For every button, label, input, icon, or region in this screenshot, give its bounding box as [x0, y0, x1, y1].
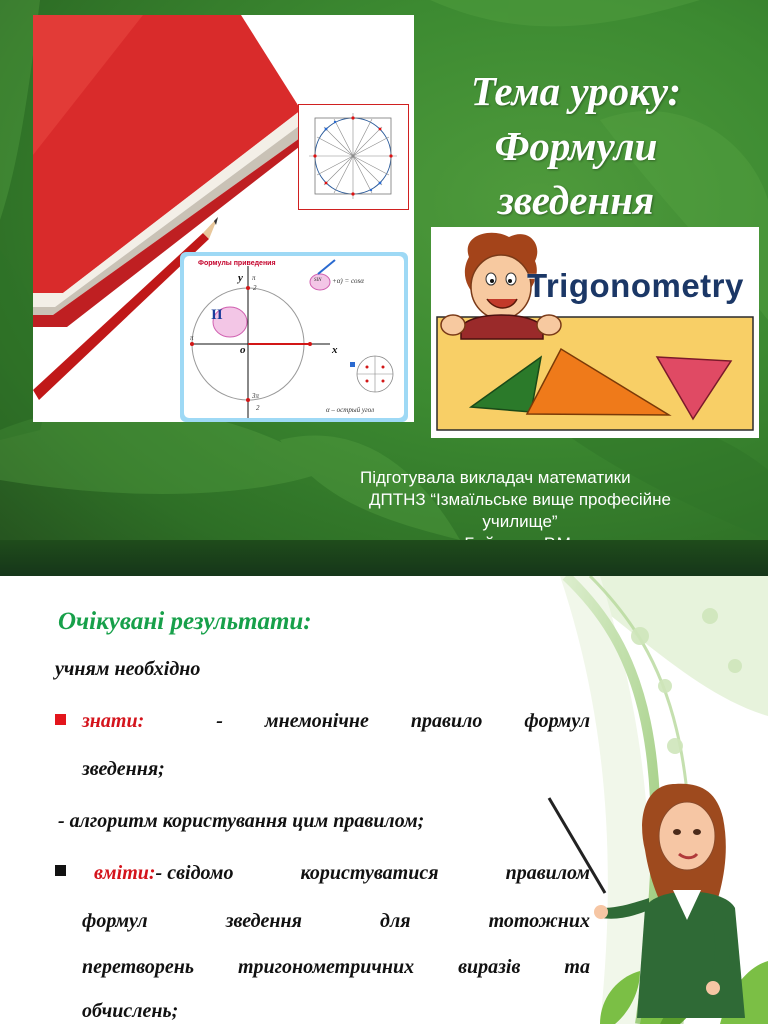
- y-axis-label: y: [238, 272, 243, 284]
- algorithm-line: - алгоритм користування цим правилом;: [58, 810, 425, 832]
- author-line-2: ДПТНЗ “Ізмаїльське вище професійне: [368, 490, 672, 510]
- able-word-1: - свідомо: [155, 862, 234, 884]
- author-line-1: Підготувала викладач математики: [360, 468, 631, 487]
- able-l3-word-2: тригонометричних: [237, 956, 415, 978]
- able-l2-word-4: тотожних: [488, 910, 590, 932]
- unit-circle-thumbnail: [298, 104, 409, 210]
- able-l2-word-3: для: [380, 910, 411, 932]
- three-pi-half-num: 3π: [252, 392, 260, 400]
- unit-circle-icon: [299, 105, 407, 208]
- black-square-bullet-icon: [55, 865, 66, 876]
- students-need-text: учням необхідно: [55, 658, 201, 680]
- slide-bottom-band: [0, 540, 768, 576]
- trigonometry-illustration-icon: [431, 227, 759, 438]
- teacher-with-pointer-icon: [545, 758, 745, 1018]
- know-line-1: [82, 710, 590, 733]
- know-word-4: формул: [524, 710, 590, 732]
- pi-half-den: 2: [253, 284, 257, 292]
- red-square-bullet-icon: [55, 714, 66, 725]
- able-line-2: [82, 910, 590, 933]
- able-label-group: [94, 862, 233, 885]
- able-word-2: користуватися: [300, 862, 439, 884]
- formula-text: +α) = cosα: [332, 277, 364, 285]
- able-line-3: [82, 956, 590, 979]
- title-line-1: Тема уроку:: [470, 68, 682, 114]
- title-line-2: Формули: [494, 122, 658, 169]
- pi-half-num: π: [252, 274, 256, 282]
- trigonometry-word: Trigonometry: [527, 267, 744, 304]
- able-l2-word-2: зведення: [225, 910, 302, 932]
- results-heading: Очікувані результати:: [58, 608, 312, 635]
- author-line-3: училище”: [482, 512, 558, 532]
- know-word-3: правило: [410, 710, 483, 732]
- able-l3-word-3: виразів: [458, 956, 521, 978]
- know-line-2: зведення;: [82, 758, 165, 780]
- able-l3-word-4: та: [564, 956, 590, 978]
- able-l3-word-1: перетворень: [82, 956, 194, 978]
- able-line-4: обчислень;: [82, 1000, 179, 1022]
- trigonometry-card: [431, 227, 759, 438]
- origin-label: o: [240, 344, 246, 356]
- sin-label: SIN: [314, 278, 322, 283]
- x-axis-label: x: [332, 344, 338, 356]
- lesson-title: [416, 64, 736, 228]
- results-slide: [0, 576, 768, 1024]
- able-line-1: [94, 862, 590, 885]
- three-pi-half-den: 2: [256, 404, 260, 412]
- unit-circle-diagram-icon: [180, 252, 408, 422]
- know-label: знати:: [82, 710, 145, 732]
- able-label: вміти:: [94, 862, 156, 884]
- quadrant-label: II: [211, 307, 223, 323]
- able-word-3: правилом: [505, 862, 590, 884]
- know-word-2: мнемонічне: [264, 710, 369, 732]
- know-word-1: -: [216, 710, 223, 732]
- able-l2-word-1: формул: [82, 910, 148, 932]
- acute-angle-note: α – острый угол: [326, 406, 375, 414]
- pi-left-label: π: [190, 334, 194, 342]
- card-title: Формулы приведения: [198, 260, 276, 267]
- title-line-3: зведення: [497, 177, 655, 224]
- reduction-formulas-card: [180, 252, 408, 422]
